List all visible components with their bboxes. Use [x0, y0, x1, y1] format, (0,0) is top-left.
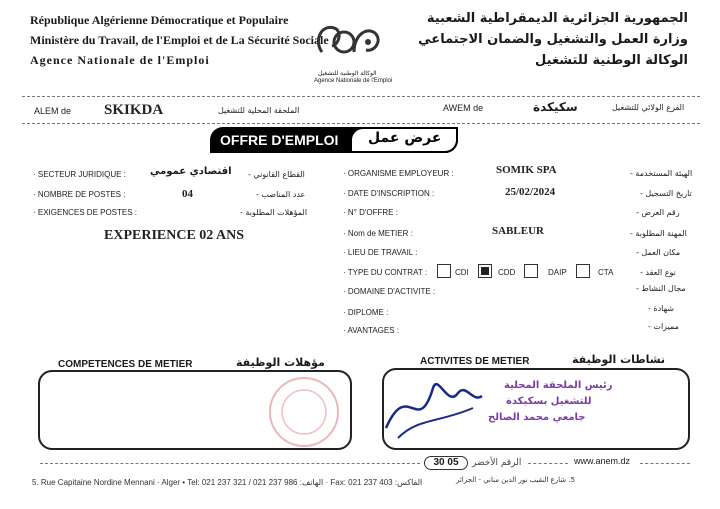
exigences-label-ar: المؤهلات المطلوبة - [240, 208, 308, 217]
domaine-label-ar: مجال النشاط - [636, 284, 686, 293]
alem-separator [22, 123, 700, 124]
footer-address-ar: 5. شارع النقيب نور الدين مناني - الجزائر [456, 476, 576, 484]
activites-title-ar: نشاطات الوظيفة [572, 353, 666, 366]
competences-title-ar: مؤهلات الوظيفة [236, 356, 325, 369]
date-label-ar: تاريخ التسجيل - [640, 189, 692, 198]
header-fr-line2: Ministère du Travail, de l'Emploi et de La Sécurité Sociale [30, 33, 329, 47]
numero-offre-label: · N° D'OFFRE : [343, 208, 398, 217]
header-fr-line3: Agence Nationale de l'Emploi [30, 53, 210, 67]
awem-label-ar: الفرع الولائي للتشغيل [612, 103, 685, 112]
diplome-label-ar: شهادة - [648, 304, 675, 313]
daip-label: DAIP [548, 268, 567, 277]
header-separator [22, 96, 700, 97]
daip-checkbox[interactable] [524, 264, 538, 278]
metier-label-ar: المهنة المطلوبة - [630, 229, 687, 238]
awem-label: AWEM de [443, 103, 484, 113]
lieu-label: · LIEU DE TRAVAIL : [343, 248, 418, 257]
exigences-label: · EXIGENCES DE POSTES : [33, 208, 138, 217]
stamp-line1: رئيس الملحقة المحلية [504, 380, 613, 391]
logo-caption-ar: الوكالة الوطنية للتشغيل [318, 70, 377, 77]
cdi-label: CDI [455, 268, 469, 277]
avantages-label: · AVANTAGES : [343, 326, 400, 335]
green-number: 30 05 [424, 456, 468, 470]
cta-checkbox[interactable] [576, 264, 590, 278]
nombre-postes-value: 04 [182, 188, 193, 200]
cdd-checkbox[interactable] [478, 264, 492, 278]
round-stamp-icon [264, 372, 344, 452]
type-contrat-label: · TYPE DU CONTRAT : [343, 268, 428, 277]
avantages-label-ar: مميزات - [648, 322, 679, 331]
header-ar-line1: الجمهورية الجزائرية الديمقراطية الشعبية [426, 11, 688, 26]
alem-label: ALEM de [34, 106, 72, 116]
cta-label: CTA [598, 268, 614, 277]
secteur-value: اقتصادي عمومي [150, 166, 232, 177]
website-link[interactable]: www.anem.dz [574, 456, 631, 466]
alem-value: SKIKDA [104, 102, 164, 118]
header-ar-line3: الوكالة الوطنية للتشغيل [535, 53, 688, 68]
header-fr-line1: République Algérienne Démocratique et Populaire [30, 13, 289, 27]
footer-right-line [640, 463, 690, 464]
header-ar-line2: وزارة العمل والتشغيل والضمان الاجتماعي [418, 32, 688, 47]
title-fr: OFFRE D'EMPLOI [220, 132, 339, 148]
awem-value: سكيكدة [533, 100, 578, 114]
competences-title-fr: COMPETENCES DE METIER [58, 359, 193, 370]
lieu-label-ar: مكان العمل - [636, 248, 681, 257]
cdi-checkbox[interactable] [437, 264, 451, 278]
nombre-postes-label-ar: عدد المناصب - [256, 190, 306, 199]
title-ar: عرض عمل [368, 130, 442, 146]
footer-left-line [40, 463, 420, 464]
organisme-label: · ORGANISME EMPLOYEUR : [343, 169, 454, 178]
alem-label-ar: الملحقة المحلية للتشغيل [218, 106, 300, 115]
numero-offre-label-ar: رقم العرض - [636, 208, 680, 217]
footer-mid-line [528, 463, 568, 464]
anem-logo-icon [310, 12, 390, 72]
metier-value: SABLEUR [492, 225, 544, 237]
domaine-label: · DOMAINE D'ACTIVITE : [343, 287, 436, 296]
green-number-label-ar: الرقم الأخضر [472, 458, 522, 468]
activites-title-fr: ACTIVITES DE METIER [420, 356, 530, 367]
logo-caption-fr: Agence Nationale de l'Emploi [314, 78, 393, 84]
secteur-label-ar: القطاع القانوني - [248, 170, 305, 179]
stamp-line2: للتشغيل بسكيكدة [506, 396, 592, 407]
organisme-value: SOMIK SPA [496, 164, 557, 176]
diplome-label: · DIPLOME : [343, 308, 389, 317]
exigences-value: EXPERIENCE 02 ANS [104, 228, 245, 243]
secteur-label: · SECTEUR JURIDIQUE : [33, 170, 126, 179]
date-value: 25/02/2024 [505, 186, 556, 198]
cdd-label: CDD [498, 268, 516, 277]
type-contrat-label-ar: نوع العقد - [640, 268, 676, 277]
signature-icon [378, 368, 488, 448]
nombre-postes-label: · NOMBRE DE POSTES : [33, 190, 126, 199]
metier-label: · Nom de METIER : [343, 229, 413, 238]
stamp-line3: جامعي محمد الصالح [488, 412, 586, 423]
date-label: · DATE D'INSCRIPTION : [343, 189, 435, 198]
organisme-label-ar: الهيئة المستخدمة - [630, 169, 693, 178]
footer-address-fr: 5. Rue Capitaine Nordine Mennani · Alger • Tel: 021 237 321 / 021 237 986 :الهاتف · Fax: 021 237 403 :الفاكس [32, 478, 423, 487]
